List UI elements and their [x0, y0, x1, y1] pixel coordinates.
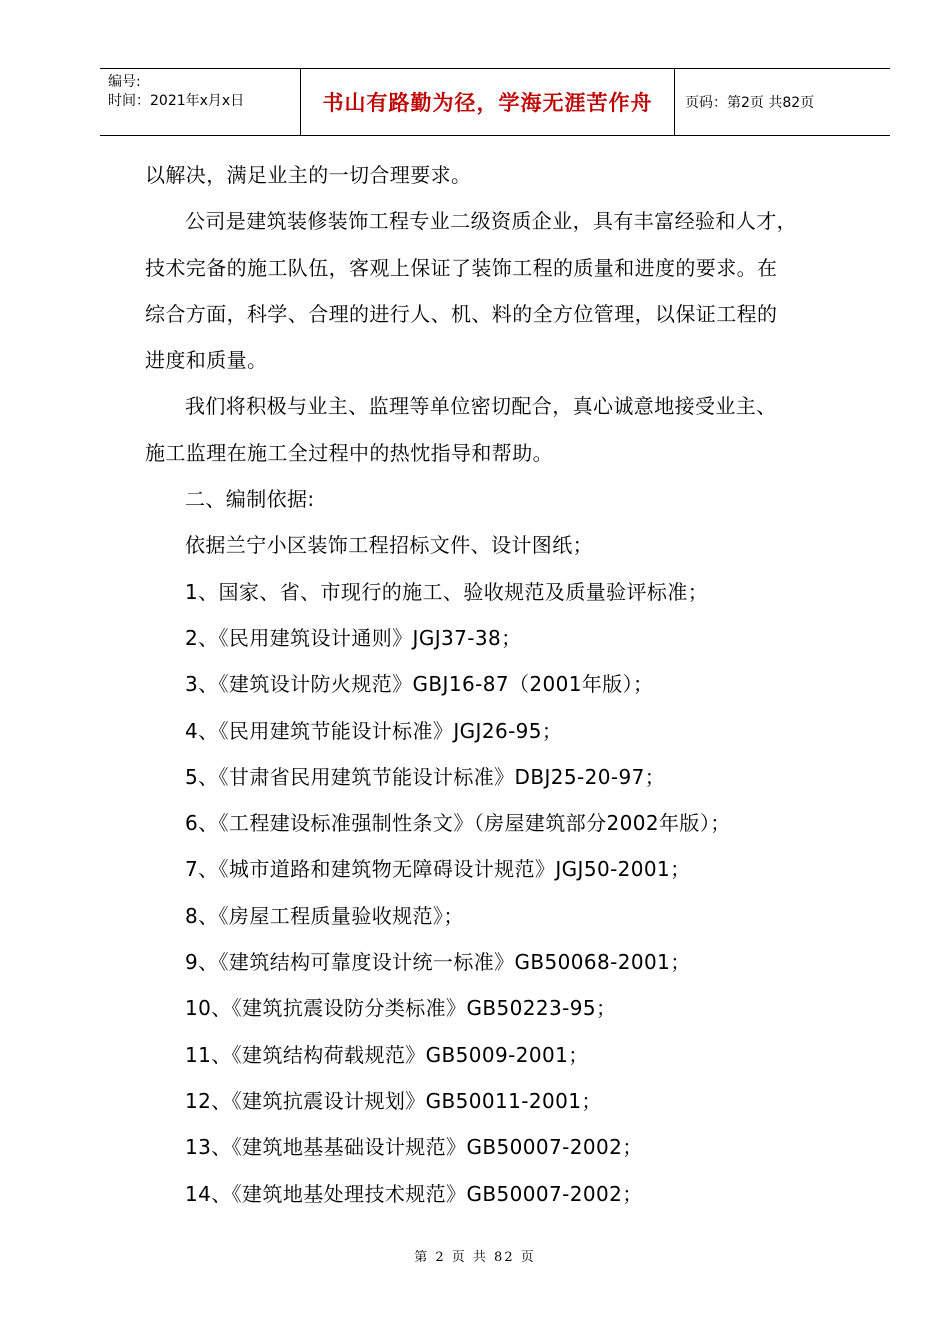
paragraph-line: 公司是建筑装修装饰工程专业二级资质企业，具有丰富经验和人才，	[185, 209, 797, 234]
paragraph-line: 综合方面，科学、合理的进行人、机、料的全方位管理，以保证工程的	[145, 301, 778, 326]
page-footer: 第 2 页 共 82 页	[414, 1250, 536, 1265]
document-body	[145, 152, 865, 1217]
list-item: 5、《甘肃省民用建筑节能设计标准》DBJ25-20-97；	[185, 764, 666, 789]
paragraph-line: 进度和质量。	[145, 348, 268, 373]
list-item: 13、《建筑地基基础设计规范》GB50007-2002；	[185, 1135, 643, 1160]
list-item: 12、《建筑抗震设计规划》GB50011-2001；	[185, 1088, 602, 1113]
list-item: 14、《建筑地基处理技术规范》GB50007-2002；	[185, 1181, 643, 1206]
list-item: 1、国家、省、市现行的施工、验收规范及质量验评标准；	[185, 579, 709, 604]
list-item: 3、《建筑设计防火规范》GBJ16-87（2001年版）；	[185, 672, 654, 697]
paragraph-line: 技术完备的施工队伍，客观上保证了装饰工程的质量和进度的要求。在	[145, 255, 778, 280]
section-heading: 二、编制依据:	[185, 487, 315, 512]
paragraph-line: 以解决，满足业主的一切合理要求。	[145, 163, 472, 187]
list-item: 4、《民用建筑节能设计标准》JGJ26-95；	[185, 718, 563, 743]
paragraph-line: 施工监理在施工全过程中的热忱指导和帮助。	[145, 440, 553, 465]
list-item: 7、《城市道路和建筑物无障碍设计规范》JGJ50-2001；	[185, 857, 691, 882]
list-item: 10、《建筑抗震设防分类标准》GB50223-95；	[185, 996, 617, 1021]
list-item: 2、《民用建筑设计通则》JGJ37-38；	[185, 625, 522, 650]
list-item: 9、《建筑结构可靠度设计统一标准》GB50068-2001；	[185, 950, 691, 975]
header-page-info: 页码：第2页 共82页	[685, 95, 815, 111]
list-item: 6、《工程建设标准强制性条文》（房屋建筑部分2002年版）；	[185, 811, 731, 836]
paragraph-line: 我们将积极与业主、监理等单位密切配合，真心诚意地接受业主、	[185, 394, 777, 419]
list-item: 11、《建筑结构荷载规范》GB5009-2001；	[185, 1042, 589, 1067]
list-item: 依据兰宁小区装饰工程招标文件、设计图纸；	[185, 533, 593, 558]
header-motto: 书山有路勤为径，学海无涯苦作舟	[301, 69, 675, 135]
time-label: 时间：2021年x月x日	[108, 93, 245, 109]
list-item: 8、《房屋工程质量验收规范》；	[185, 903, 464, 928]
number-label: 编号:	[108, 74, 141, 90]
header-meta	[100, 69, 301, 135]
page-header	[100, 68, 890, 136]
